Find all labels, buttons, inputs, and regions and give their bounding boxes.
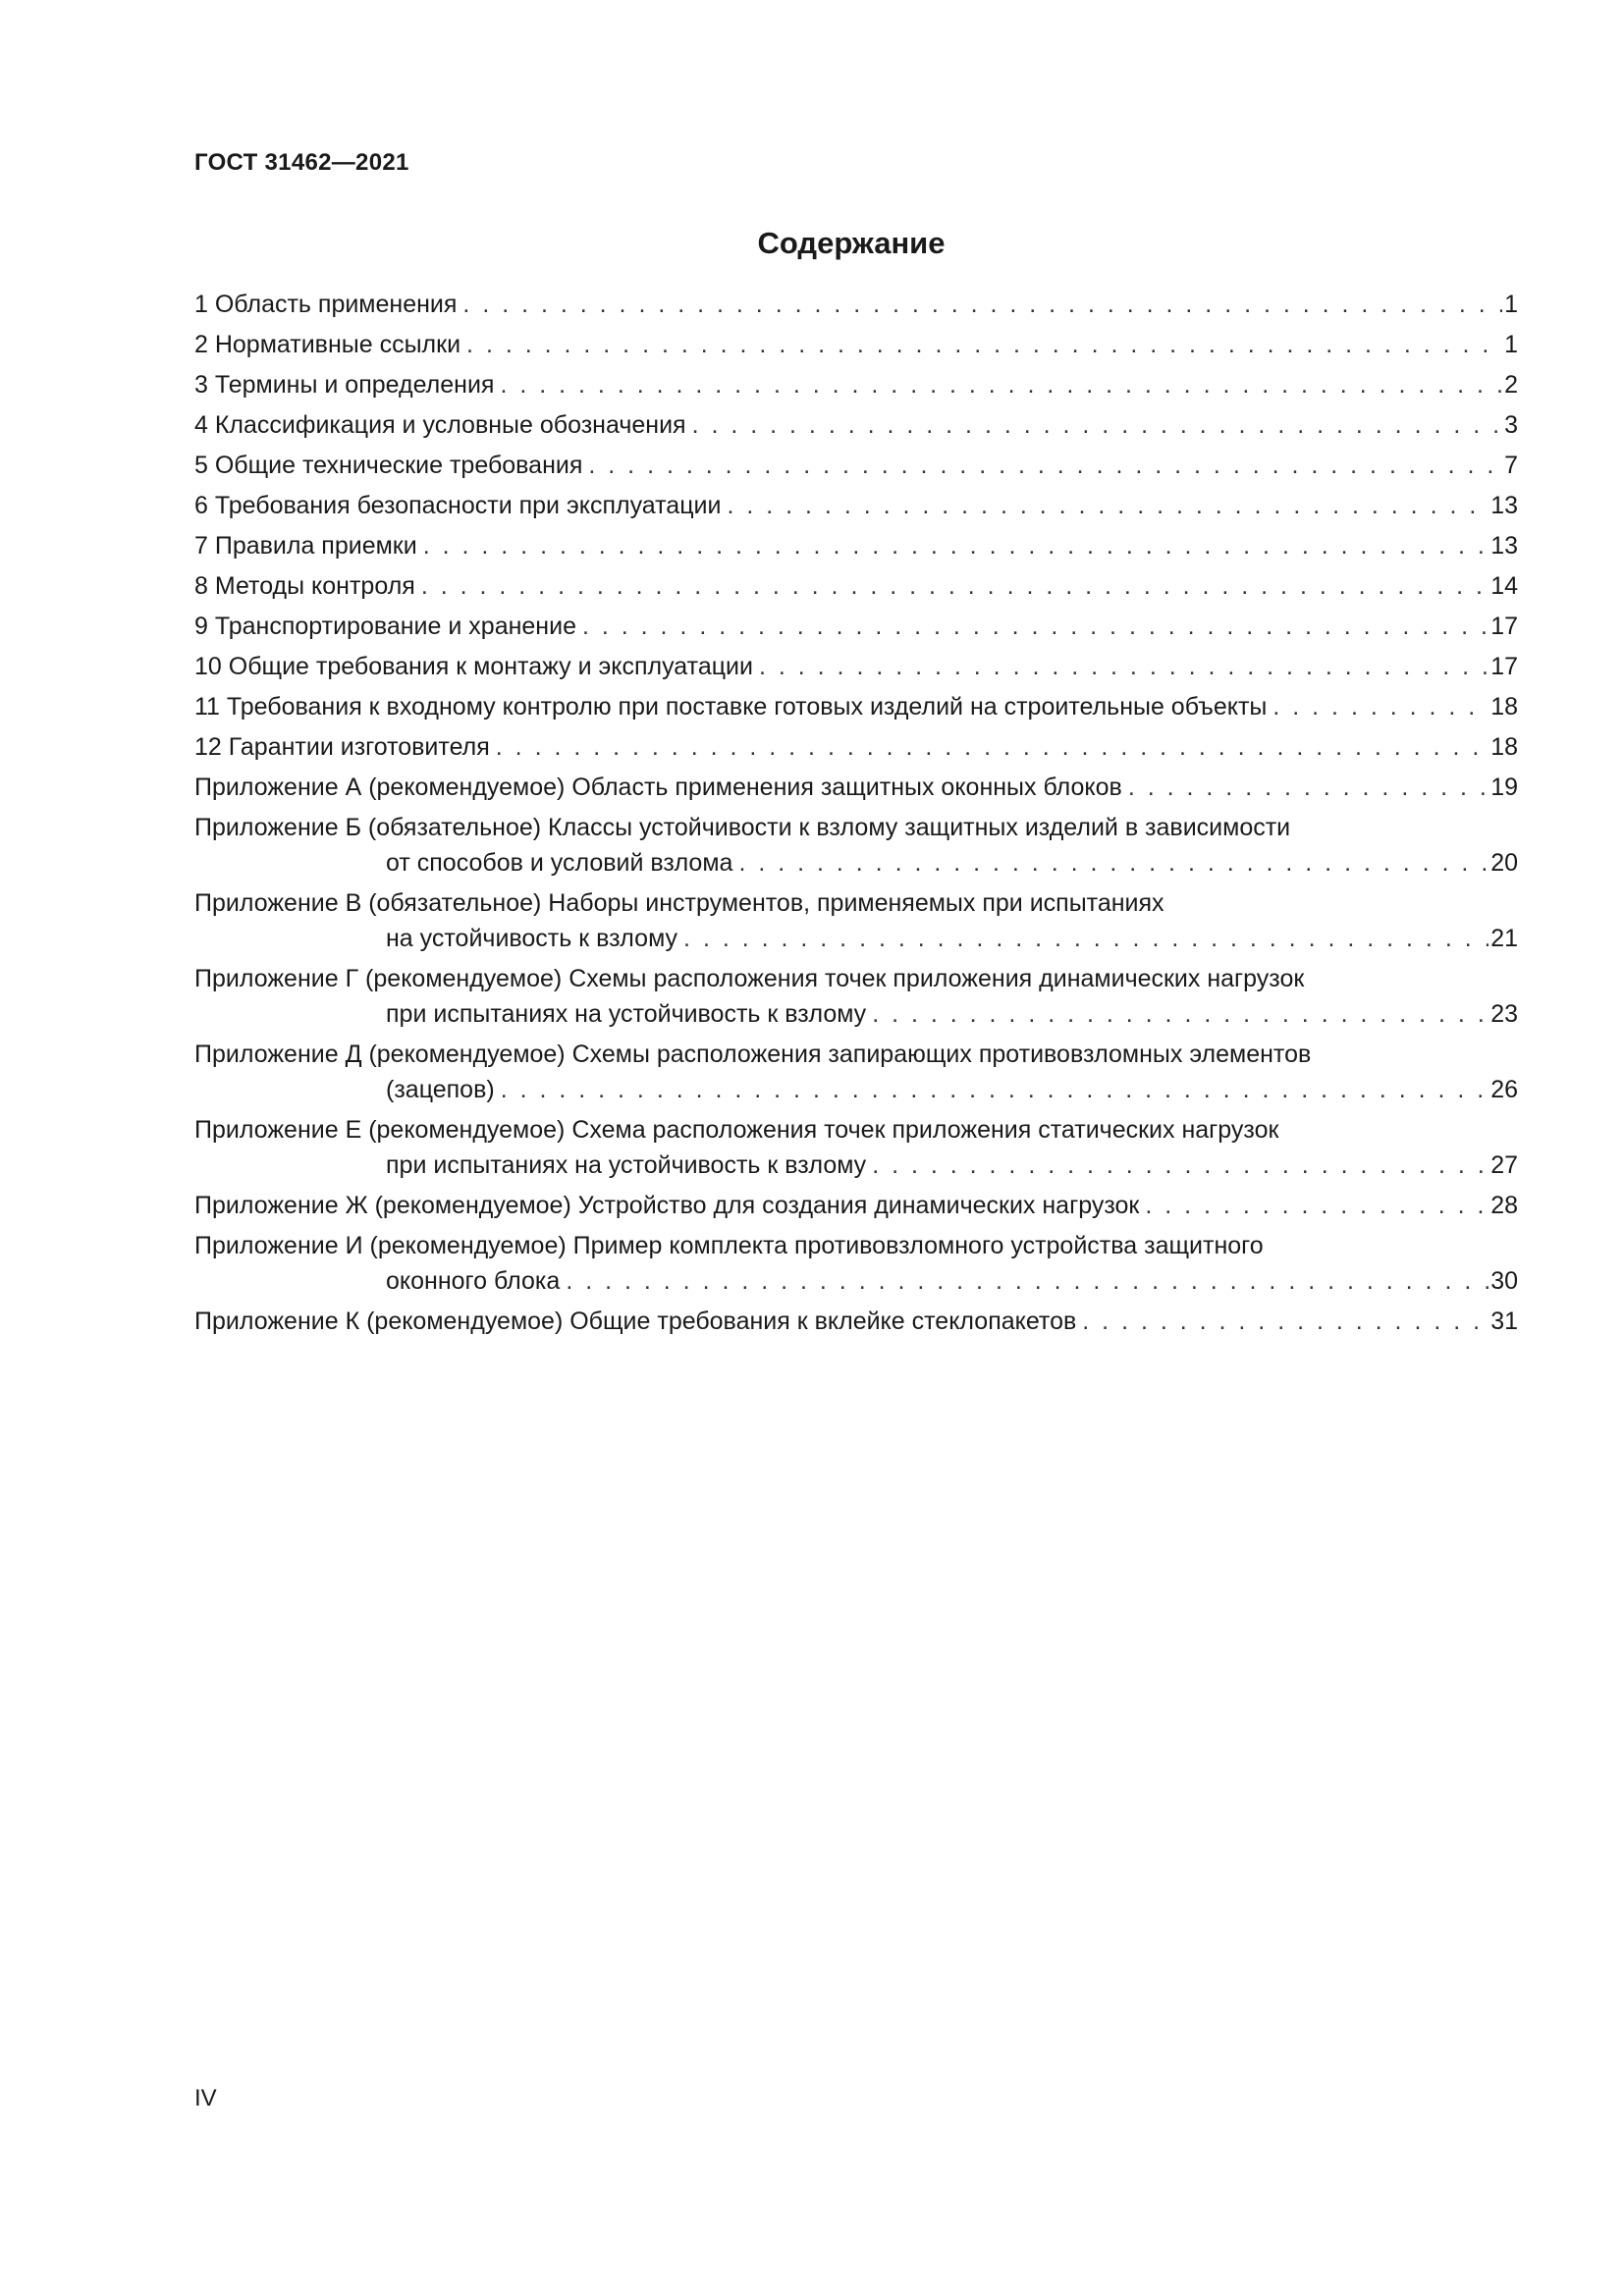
toc-entry-page: 19 xyxy=(1490,774,1518,801)
toc-entry-page: 13 xyxy=(1490,532,1518,560)
dot-leader xyxy=(872,996,1489,1032)
toc-entry-page: 20 xyxy=(1490,849,1518,877)
toc-entry-text: Приложение Б (обязательное) Классы устойчивости к взлому защитных изделий в зависимости xyxy=(194,814,1291,841)
toc-entry[interactable] xyxy=(194,488,1518,523)
toc-entry-text: 1 Область применения xyxy=(194,291,458,318)
toc-entry[interactable] xyxy=(194,1304,1518,1339)
toc-entry-page: 28 xyxy=(1490,1192,1518,1219)
toc-entry-page: 31 xyxy=(1490,1308,1518,1335)
toc-entry-text: Приложение Е (рекомендуемое) Схема расположения точек приложения статических нагрузок xyxy=(194,1116,1279,1144)
toc-entry-text: 4 Классификация и условные обозначения xyxy=(194,411,686,439)
toc-entry-text: 11 Требования к входному контролю при поставке готовых изделий на строительные объекты xyxy=(194,693,1268,721)
toc-entry-text: от способов и условий взлома xyxy=(386,849,733,877)
dot-leader xyxy=(466,327,1502,362)
dot-leader xyxy=(496,729,1489,765)
toc-entry-text: Приложение Д (рекомендуемое) Схемы расположения запирающих противовзломных элементов xyxy=(194,1041,1312,1068)
dot-leader xyxy=(421,568,1489,604)
dot-leader xyxy=(1145,1188,1489,1223)
toc-entry-page: 7 xyxy=(1504,452,1518,479)
page-number: IV xyxy=(194,2085,217,2111)
toc-entry-page: 14 xyxy=(1490,572,1518,600)
toc-entry-text: 5 Общие технические требования xyxy=(194,452,583,479)
toc-entry-text: Приложение В (обязательное) Наборы инструментов, применяемых при испытаниях xyxy=(194,889,1164,917)
dot-leader xyxy=(1272,689,1489,724)
dot-leader xyxy=(692,407,1503,443)
toc-entry[interactable] xyxy=(194,609,1518,644)
toc-entry[interactable] xyxy=(194,770,1518,805)
toc-entry-text: Приложение И (рекомендуемое) Пример комплекта противовзломного устройства защитного xyxy=(194,1232,1264,1259)
toc-entry[interactable] xyxy=(194,528,1518,563)
toc-entry-text: Приложение К (рекомендуемое) Общие требования к вклейке стеклопакетов xyxy=(194,1308,1077,1335)
toc-entry[interactable] xyxy=(194,689,1518,724)
toc-entry[interactable] xyxy=(194,367,1518,402)
toc-entry[interactable] xyxy=(194,327,1518,362)
dot-leader xyxy=(423,528,1489,563)
dot-leader xyxy=(872,1148,1489,1183)
toc-entry[interactable] xyxy=(194,961,1518,1032)
toc-entry[interactable] xyxy=(194,448,1518,483)
toc-entry-page: 18 xyxy=(1490,733,1518,761)
dot-leader xyxy=(1128,770,1489,805)
toc-entry-text: при испытаниях на устойчивость к взлому xyxy=(386,1151,867,1179)
dot-leader xyxy=(501,1072,1489,1107)
toc-entry-page: 23 xyxy=(1490,1000,1518,1028)
toc-entry[interactable] xyxy=(194,729,1518,765)
toc-entry[interactable] xyxy=(194,1037,1518,1107)
toc-entry-text: 8 Методы контроля xyxy=(194,572,415,600)
toc-entry-text: 7 Правила приемки xyxy=(194,532,417,560)
document-code: ГОСТ 31462—2021 xyxy=(194,149,409,176)
toc-entry-text: оконного блока xyxy=(386,1267,561,1295)
toc-entry-text: на устойчивость к взлому xyxy=(386,925,678,952)
toc-entry-page: 26 xyxy=(1490,1076,1518,1103)
toc-entry-page: 18 xyxy=(1490,693,1518,721)
toc-entry-page: 21 xyxy=(1490,925,1518,952)
toc-entry-text: 9 Транспортирование и хранение xyxy=(194,613,576,640)
dot-leader xyxy=(1082,1304,1489,1339)
toc-entry-page: 3 xyxy=(1504,411,1518,439)
toc-entry[interactable] xyxy=(194,649,1518,684)
toc-entry-page: 17 xyxy=(1490,613,1518,640)
toc-entry[interactable] xyxy=(194,1112,1518,1183)
toc-entry-page: 17 xyxy=(1490,653,1518,680)
toc-entry-text: 2 Нормативные ссылки xyxy=(194,331,461,358)
toc-entry[interactable] xyxy=(194,885,1518,956)
toc-entry[interactable] xyxy=(194,810,1518,881)
toc-entry-page: 13 xyxy=(1490,492,1518,519)
dot-leader xyxy=(727,488,1489,523)
toc-entry-text: Приложение Ж (рекомендуемое) Устройство для создания динамических нагрузок xyxy=(194,1192,1140,1219)
toc-entry-page: 2 xyxy=(1504,371,1518,399)
toc-entry-text: Приложение Г (рекомендуемое) Схемы расположения точек приложения динамических нагрузок xyxy=(194,965,1305,992)
toc-entry[interactable] xyxy=(194,568,1518,604)
table-of-contents xyxy=(194,287,1518,1344)
dot-leader xyxy=(588,448,1502,483)
toc-entry-text: Приложение А (рекомендуемое) Область применения защитных оконных блоков xyxy=(194,774,1122,801)
toc-title: Содержание xyxy=(757,226,946,260)
toc-entry-page: 27 xyxy=(1490,1151,1518,1179)
toc-entry-text: 6 Требования безопасности при эксплуатации xyxy=(194,492,722,519)
dot-leader xyxy=(566,1263,1489,1299)
dot-leader xyxy=(759,649,1489,684)
toc-entry-text: при испытаниях на устойчивость к взлому xyxy=(386,1000,867,1028)
toc-entry[interactable] xyxy=(194,1188,1518,1223)
toc-entry-text: 10 Общие требования к монтажу и эксплуатации xyxy=(194,653,753,680)
dot-leader xyxy=(683,921,1489,956)
toc-entry[interactable] xyxy=(194,407,1518,443)
toc-entry-text: (зацепов) xyxy=(386,1076,495,1103)
dot-leader xyxy=(500,367,1502,402)
toc-entry-page: 1 xyxy=(1504,331,1518,358)
toc-entry-page: 1 xyxy=(1504,291,1518,318)
toc-entry[interactable] xyxy=(194,1228,1518,1299)
toc-entry-page: 30 xyxy=(1490,1267,1518,1295)
toc-entry-text: 12 Гарантии изготовителя xyxy=(194,733,490,761)
toc-entry-text: 3 Термины и определения xyxy=(194,371,495,399)
toc-entry[interactable] xyxy=(194,287,1518,322)
dot-leader xyxy=(462,287,1502,322)
dot-leader xyxy=(582,609,1489,644)
dot-leader xyxy=(738,845,1489,881)
